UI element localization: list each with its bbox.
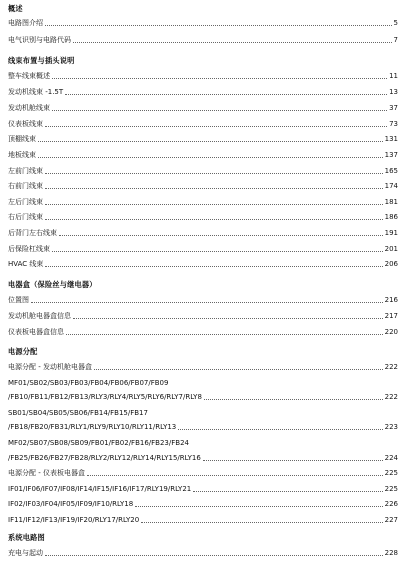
dot-leader xyxy=(65,94,387,95)
page-number: 131 xyxy=(384,135,398,143)
entry-title: /FB18/FB20/FB31/RLY1/RLY9/RLY10/RLY11/RLY13 xyxy=(8,423,177,431)
page-number: 11 xyxy=(389,72,398,80)
dot-leader xyxy=(45,204,383,205)
entry-title: 发动机舱电器盒信息 xyxy=(8,312,71,320)
page-number: 225 xyxy=(384,469,398,477)
dot-leader xyxy=(73,318,383,319)
toc-entry[interactable] xyxy=(8,180,398,191)
entry-title: IF11/IF12/IF13/IF19/IF20/RLY17/RLY20 xyxy=(8,516,140,524)
dot-leader xyxy=(87,475,383,476)
toc-entry[interactable] xyxy=(8,407,398,418)
toc-entry[interactable] xyxy=(8,391,398,402)
toc-entry[interactable] xyxy=(8,118,398,129)
toc-entry[interactable] xyxy=(8,437,398,448)
page-number: 228 xyxy=(384,549,398,557)
page-number: 165 xyxy=(384,167,398,175)
dot-leader xyxy=(52,110,387,111)
entry-title: 地板线束 xyxy=(8,151,36,159)
entry-title: 发动机舱线束 xyxy=(8,104,50,112)
dot-leader xyxy=(45,188,383,189)
page-number: 181 xyxy=(384,198,398,206)
page-number: 5 xyxy=(393,19,398,27)
section-title: 电源分配 xyxy=(8,347,38,356)
entry-title: 电路图介绍 xyxy=(8,19,43,27)
entry-title: 左前门线束 xyxy=(8,167,43,175)
page-number: 217 xyxy=(384,312,398,320)
page-number: 222 xyxy=(384,363,398,371)
entry-title: 电气识别与电路代码 xyxy=(8,36,71,44)
dot-leader xyxy=(73,42,392,43)
dot-leader xyxy=(45,126,387,127)
page-number: 174 xyxy=(384,182,398,190)
entry-title: 电源分配 - 发动机舱电器盒 xyxy=(8,363,92,371)
page-number: 73 xyxy=(389,120,398,128)
toc-entry[interactable] xyxy=(8,514,398,525)
entry-title: 顶棚线束 xyxy=(8,135,36,143)
toc-entry[interactable] xyxy=(8,310,398,321)
dot-leader xyxy=(45,555,383,556)
page-number: 206 xyxy=(384,260,398,268)
toc-entry[interactable] xyxy=(8,86,398,97)
dot-leader xyxy=(135,506,382,507)
page-number: 7 xyxy=(393,36,398,44)
dot-leader xyxy=(38,157,383,158)
toc-entry[interactable] xyxy=(8,294,398,305)
entry-title: 仪表板线束 xyxy=(8,120,43,128)
page-number: 220 xyxy=(384,328,398,336)
toc-entry[interactable] xyxy=(8,133,398,144)
toc-entry[interactable] xyxy=(8,483,398,494)
toc-entry[interactable] xyxy=(8,243,398,254)
entry-title: 整车线束概述 xyxy=(8,72,50,80)
toc-entry[interactable] xyxy=(8,211,398,222)
dot-leader xyxy=(45,219,383,220)
entry-title: SB01/SB04/SB05/SB06/FB14/FB15/FB17 xyxy=(8,409,148,417)
toc-entry[interactable] xyxy=(8,227,398,238)
toc-entry[interactable] xyxy=(8,498,398,509)
dot-leader xyxy=(193,491,382,492)
toc-entry[interactable] xyxy=(8,361,398,372)
dot-leader xyxy=(203,460,383,461)
entry-title: MF01/SB02/SB03/FB03/FB04/FB06/FB07/FB09 xyxy=(8,379,169,387)
toc-entry[interactable] xyxy=(8,70,398,81)
entry-title: 电源分配 - 仪表板电器盒 xyxy=(8,469,85,477)
toc-entry[interactable] xyxy=(8,196,398,207)
page-number: 224 xyxy=(384,454,398,462)
entry-title: 后背门左右线束 xyxy=(8,229,57,237)
page-number: 201 xyxy=(384,245,398,253)
entry-title: 发动机线束 -1.5T xyxy=(8,88,64,96)
section-title: 系统电路图 xyxy=(8,533,45,542)
entry-title: /FB10/FB11/FB12/FB13/RLY3/RLY4/RLY5/RLY6/RLY7/RLY8 xyxy=(8,393,202,401)
section-title: 电器盒（保险丝与继电器） xyxy=(8,280,97,289)
dot-leader xyxy=(38,141,383,142)
page-number: 223 xyxy=(384,423,398,431)
entry-title: IF02/IF03/IF04/IF05/IF09/IF10/RLY18 xyxy=(8,500,134,508)
toc-entry[interactable] xyxy=(8,34,398,45)
toc-entry[interactable] xyxy=(8,17,398,28)
toc-entry[interactable] xyxy=(8,258,398,269)
section-title: 线束布置与插头说明 xyxy=(8,56,75,65)
entry-title: 后保险杠线束 xyxy=(8,245,50,253)
entry-title: 左后门线束 xyxy=(8,198,43,206)
entry-title: MF02/SB07/SB08/SB09/FB01/FB02/FB16/FB23/FB24 xyxy=(8,439,189,447)
dot-leader xyxy=(94,369,383,370)
toc-entry[interactable] xyxy=(8,452,398,463)
entry-title: 位置图 xyxy=(8,296,29,304)
dot-leader xyxy=(52,251,383,252)
page-number: 186 xyxy=(384,213,398,221)
dot-leader xyxy=(178,429,382,430)
page-number: 13 xyxy=(389,88,398,96)
dot-leader xyxy=(204,399,383,400)
toc-entry[interactable] xyxy=(8,421,398,432)
page-number: 222 xyxy=(384,393,398,401)
page-number: 137 xyxy=(384,151,398,159)
page-number: 191 xyxy=(384,229,398,237)
dot-leader xyxy=(31,302,383,303)
entry-title: IF01/IF06/IF07/IF08/IF14/IF15/IF16/IF17/RLY19/RLY21 xyxy=(8,485,192,493)
entry-title: 右前门线束 xyxy=(8,182,43,190)
dot-leader xyxy=(45,173,383,174)
entry-title: 仪表板电器盒信息 xyxy=(8,328,64,336)
entry-title: HVAC 线束 xyxy=(8,260,44,268)
toc-entry[interactable] xyxy=(8,165,398,176)
toc-entry[interactable] xyxy=(8,149,398,160)
entry-title: /FB25/FB26/FB27/FB28/RLY2/RLY12/RLY14/RLY15/RLY16 xyxy=(8,454,201,462)
dot-leader xyxy=(45,266,382,267)
page-number: 37 xyxy=(389,104,398,112)
entry-title: 充电与起动 xyxy=(8,549,43,557)
page-number: 216 xyxy=(384,296,398,304)
page-number: 226 xyxy=(384,500,398,508)
dot-leader xyxy=(45,25,392,26)
dot-leader xyxy=(66,334,383,335)
section-title: 概述 xyxy=(8,4,23,13)
page-number: 225 xyxy=(384,485,398,493)
toc-entry[interactable] xyxy=(8,547,398,558)
dot-leader xyxy=(141,522,382,523)
toc-entry[interactable] xyxy=(8,102,398,113)
page-number: 227 xyxy=(384,516,398,524)
entry-title: 右后门线束 xyxy=(8,213,43,221)
toc-entry[interactable] xyxy=(8,467,398,478)
toc-entry[interactable] xyxy=(8,326,398,337)
dot-leader xyxy=(59,235,383,236)
toc-entry[interactable] xyxy=(8,377,398,388)
dot-leader xyxy=(52,78,387,79)
